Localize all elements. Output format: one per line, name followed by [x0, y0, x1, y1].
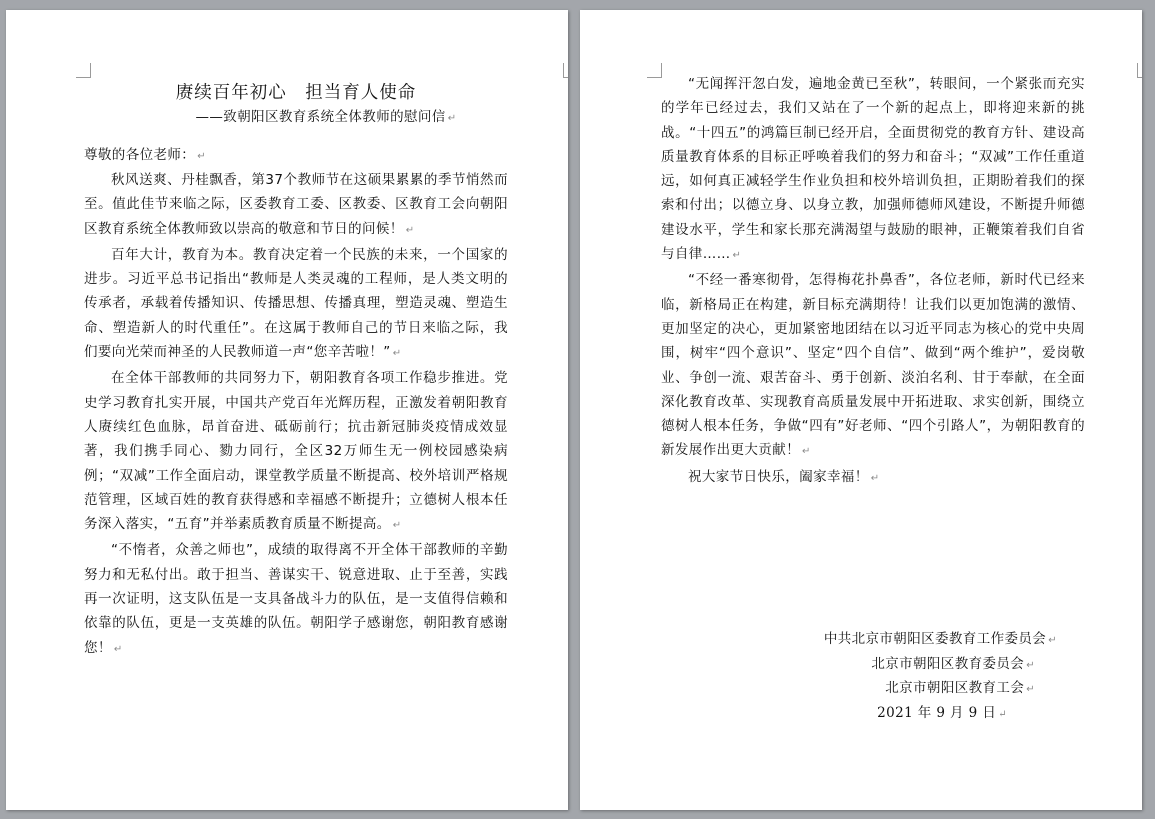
letter-closing: 祝大家节日快乐，阖家幸福！ ↵: [688, 468, 880, 485]
document-page-2[interactable]: [580, 10, 1142, 810]
paragraph-mark-icon: ↵: [1026, 659, 1035, 671]
paragraph-mark-icon: ↵: [447, 113, 457, 124]
paragraph-mark-icon: ↵: [802, 446, 811, 458]
margin-crop-mark: [76, 63, 91, 78]
paragraph-mark-icon: ↵: [732, 250, 742, 262]
letter-paragraph: “不经一番寒彻骨，怎得梅花扑鼻香”，各位老师，新时代已经来临，新格局正在构建，新目标充满期待！让我们以更加饱满的激情、更加坚定的决心，更加紧密地团结在以习近平同志为核心的党中央周围，树牢“四个意识”、坚定“四个自信”、做到“两个维护”，爱岗敬业、争创一流、艰苦奋斗、勇于创新、淡泊名利、甘于奉献，在全面深化教育改革、实现教育高质量发展中开拓进取、求实创新，围绕立德树人根本任务，争做“四有”好老师、“四个引路人”，为朝阳教育的新发展作出更大贡献！ ↵: [661, 272, 1085, 459]
signatory-line: 北京市朝阳区教育工会 ↵: [885, 680, 1035, 696]
paragraph-mark-icon: ↵: [870, 472, 880, 484]
letter-date: 2021 年 9 月 9 日 ↵: [877, 704, 1007, 721]
paragraph-mark-icon: ↵: [197, 151, 206, 162]
paragraph-mark-icon: ↵: [392, 348, 402, 360]
page-2-body[interactable]: [661, 72, 1085, 721]
letter-paragraph: 秋风送爽、丹桂飘香，第37个教师节在这硕果累累的季节悄然而至。值此佳节来临之际，区委教育工委、区教委、区教育工会向朝阳区教育系统全体教师致以崇高的敬意和节日的问候！ ↵: [84, 172, 508, 237]
letter-subtitle: ——致朝阳区教育系统全体教师的慰问信 ↵: [195, 109, 457, 125]
paragraph-mark-icon: ↵: [998, 708, 1007, 720]
letter-title: 赓续百年初心 担当育人使命: [175, 83, 417, 103]
margin-crop-mark: [563, 63, 568, 78]
margin-crop-mark: [647, 63, 662, 78]
document-page-1[interactable]: [6, 10, 568, 810]
signatory-line: 北京市朝阳区教育委员会 ↵: [871, 655, 1035, 672]
letter-salutation: 尊敬的各位老师： ↵: [84, 147, 206, 163]
page-1-body[interactable]: [84, 80, 508, 662]
letter-paragraph: 在全体干部教师的共同努力下，朝阳教育各项工作稳步推进。党史学习教育扎实开展，中国共产党百年光辉历程，正激发着朝阳教育人赓续红色血脉，昂首奋进、砥砺前行；抗击新冠肺炎疫情成效显著，我们携手同心、勠力同行，全区32万师生无一例校园感染病例；“双减”工作全面启动，课堂教学质量不断提高、校外培训严格规范管理，区域百姓的教育获得感和幸福感不断提升；立德树人根本任务深入落实，“五育”并举素质教育质量不断提高。 ↵: [84, 370, 508, 533]
signature-block: [661, 628, 1085, 726]
letter-paragraph: 百年大计，教育为本。教育决定着一个民族的未来，一个国家的进步。习近平总书记指出“教师是人类灵魂的工程师，是人类文明的传承者，承载着传播知识、传播思想、传播真理，塑造灵魂、塑造生命、塑造新人的时代重任”。在这属于教师自己的节日来临之际，我们要向光荣而神圣的人民教师道一声“您辛苦啦！” ↵: [84, 246, 508, 361]
paragraph-mark-icon: ↵: [1026, 684, 1035, 695]
paragraph-mark-icon: ↵: [113, 643, 123, 655]
paragraph-mark-icon: ↵: [405, 224, 415, 236]
letter-paragraph: “不惰者，众善之师也”，成绩的取得离不开全体干部教师的辛勤努力和无私付出。敢于担当、善谋实干、锐意进取、止于至善，实践再一次证明，这支队伍是一支具备战斗力的队伍，是一支值得信赖和依靠的队伍，更是一支英雄的队伍。朝阳学子感谢您，朝阳教育感谢您！ ↵: [84, 542, 508, 656]
paragraph-mark-icon: ↵: [1048, 635, 1057, 646]
letter-paragraph: “无闻挥汗忽白发，遍地金黄已至秋”，转眼间，一个紧张而充实的学年已经过去，我们又站在了一个新的起点上，即将迎来新的挑战。“十四五”的鸿篇巨制已经开启，全面贯彻党的教育方针、建设高质量教育体系的目标正呼唤着我们的努力和奋斗；“双减”工作任重道远，如何真正减轻学生作业负担和校外培训负担，正期盼着我们的探索和付出；以德立身、以身立教，加强师德师风建设，不断提升师德建设水平，学生和家长那充满渴望与鼓励的眼神，正鞭策着我们自省与自律…… ↵: [661, 76, 1085, 263]
paragraph-mark-icon: ↵: [392, 520, 402, 532]
signatory-line: 中共北京市朝阳区委教育工作委员会 ↵: [823, 631, 1057, 647]
margin-crop-mark: [1137, 63, 1142, 78]
